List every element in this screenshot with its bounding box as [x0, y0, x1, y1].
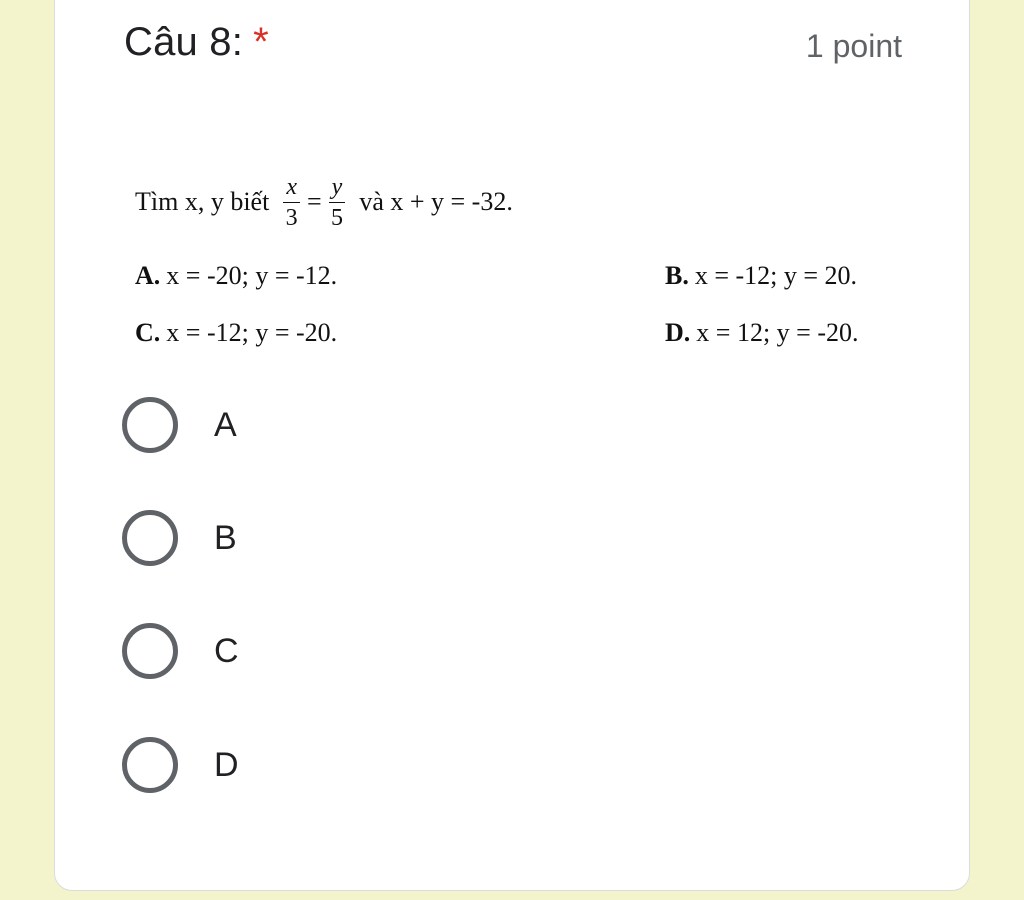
radio-button[interactable] — [122, 397, 178, 453]
option-a-text: A. x = -20; y = -12. — [135, 261, 338, 290]
option-c-text: C. x = -12; y = -20. — [135, 318, 338, 347]
choice-label: B — [214, 518, 237, 557]
radio-button[interactable] — [122, 510, 178, 566]
radio-button[interactable] — [122, 623, 178, 679]
equals-sign: = — [306, 187, 322, 216]
problem-image — [135, 166, 895, 356]
required-asterisk: * — [253, 20, 269, 64]
fraction-numerator: x — [283, 175, 300, 203]
statement-text-after: và x + y = -32. — [359, 187, 513, 216]
choice-label: C — [214, 631, 239, 670]
option-b-text: B. x = -12; y = 20. — [665, 261, 858, 290]
fraction-denominator: 3 — [285, 204, 298, 231]
question-title — [124, 20, 269, 65]
problem-statement — [135, 166, 513, 238]
choice-a[interactable] — [122, 397, 722, 453]
fraction-y-over-5 — [329, 175, 346, 230]
question-title-text: Câu 8: — [124, 20, 244, 64]
choice-b[interactable] — [122, 510, 722, 566]
fraction-x-over-3 — [283, 175, 300, 230]
question-points: 1 point — [805, 28, 902, 64]
fraction-denominator: 5 — [330, 204, 343, 231]
choice-d[interactable] — [122, 737, 722, 793]
question-header — [124, 18, 902, 74]
choice-label: D — [214, 745, 239, 784]
choice-c[interactable] — [122, 623, 722, 679]
fraction-numerator: y — [329, 175, 346, 203]
choice-label: A — [214, 405, 237, 444]
radio-button[interactable] — [122, 737, 178, 793]
statement-text-before: Tìm x, y biết — [135, 187, 270, 216]
option-d-text: D. x = 12; y = -20. — [665, 318, 859, 347]
